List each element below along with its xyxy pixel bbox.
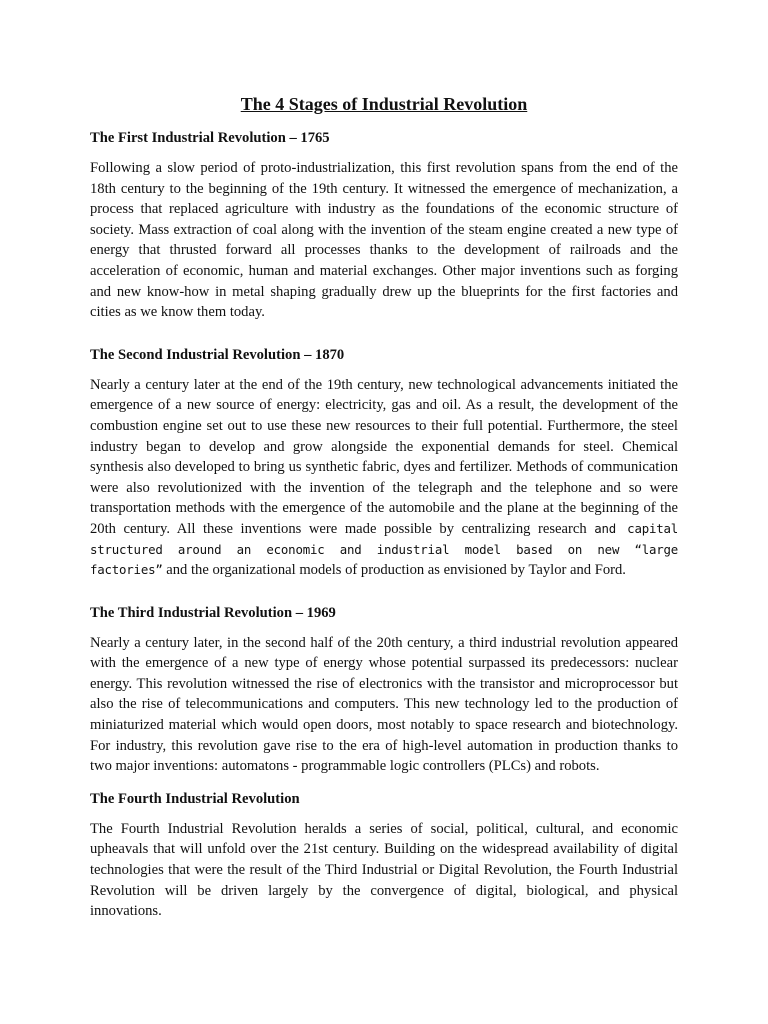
- section-fourth-revolution: [90, 789, 678, 922]
- section-heading: The Third Industrial Revolution – 1969: [90, 604, 336, 621]
- section-third-revolution: [90, 603, 678, 777]
- section-paragraph: Following a slow period of proto-industrialization, this first revolution spans from the end of the 18th century to the beginning of the 19th century. It witnessed the emergence of mechanization, a process that replaced agriculture with industry as the foundations of the economic structure of society. Mass extraction of coal along with the invention of the steam engine created a new type of energy that thrusted forward all processes thanks to the development of railroads and the acceleration of economic, human and material exchanges. Other major inventions such as forging and new know-how in metal shaping gradually drew up the blueprints for the first factories and cities as we know them today.: [90, 160, 678, 321]
- section-heading: The Second Industrial Revolution – 1870: [90, 346, 345, 363]
- section-paragraph: The Fourth Industrial Revolution heralds a series of social, political, cultural, and economic upheavals that will unfold over the 21st century. Building on the widespread availability of digital technologies that were the result of the Third Industrial or Digital Revolution, the Fourth Industrial Revolution will be driven largely by the convergence of digital, biological, and physical innovations.: [90, 820, 678, 920]
- document-title: The 4 Stages of Industrial Revolution: [240, 94, 528, 114]
- section-paragraph: [90, 375, 678, 581]
- paragraph-text: Nearly a century later at the end of the 19th century, new technological advancements initiated the emergence of a new source of energy: electricity, gas and oil. As a result, the development of the combustion engine set out to use these new resources to their full potential. Furthermore, the steel industry began to develop and grow alongside the exponential demands for steel. Chemical synthesis also developed to bring us synthetic fabric, dyes and fertilizer. Methods of communication were also revolutionized with the invention of the telegraph and the telephone and so were transportation methods with the emergence of the automobile and the plane at the beginning of the 20th century. All these inventions were made possible by centralizing research: [90, 376, 678, 537]
- section-paragraph: Nearly a century later, in the second half of the 20th century, a third industrial revolution appeared with the emergence of a new type of energy whose potential surpassed its predecessors: nuclear energy. This revolution witnessed the rise of electronics with the transistor and microprocessor but also the rise of telecommunications and computers. This new technology led to the production of miniaturized material which would open doors, most notably to space research and biotechnology. For industry, this revolution gave rise to the era of high-level automation in production thanks to two major inventions: automatons - programmable logic controllers (PLCs) and robots.: [90, 634, 678, 775]
- section-heading: The Fourth Industrial Revolution: [90, 790, 300, 807]
- paragraph-text: and the organizational models of production as envisioned by Taylor and Ford.: [166, 562, 626, 579]
- section-heading: The First Industrial Revolution – 1765: [90, 130, 330, 146]
- paragraph-text-mono: and capital structured around an economic and industrial model based on new “large factories”: [90, 520, 678, 578]
- section-second-revolution: [90, 345, 678, 581]
- section-first-revolution: [90, 128, 678, 323]
